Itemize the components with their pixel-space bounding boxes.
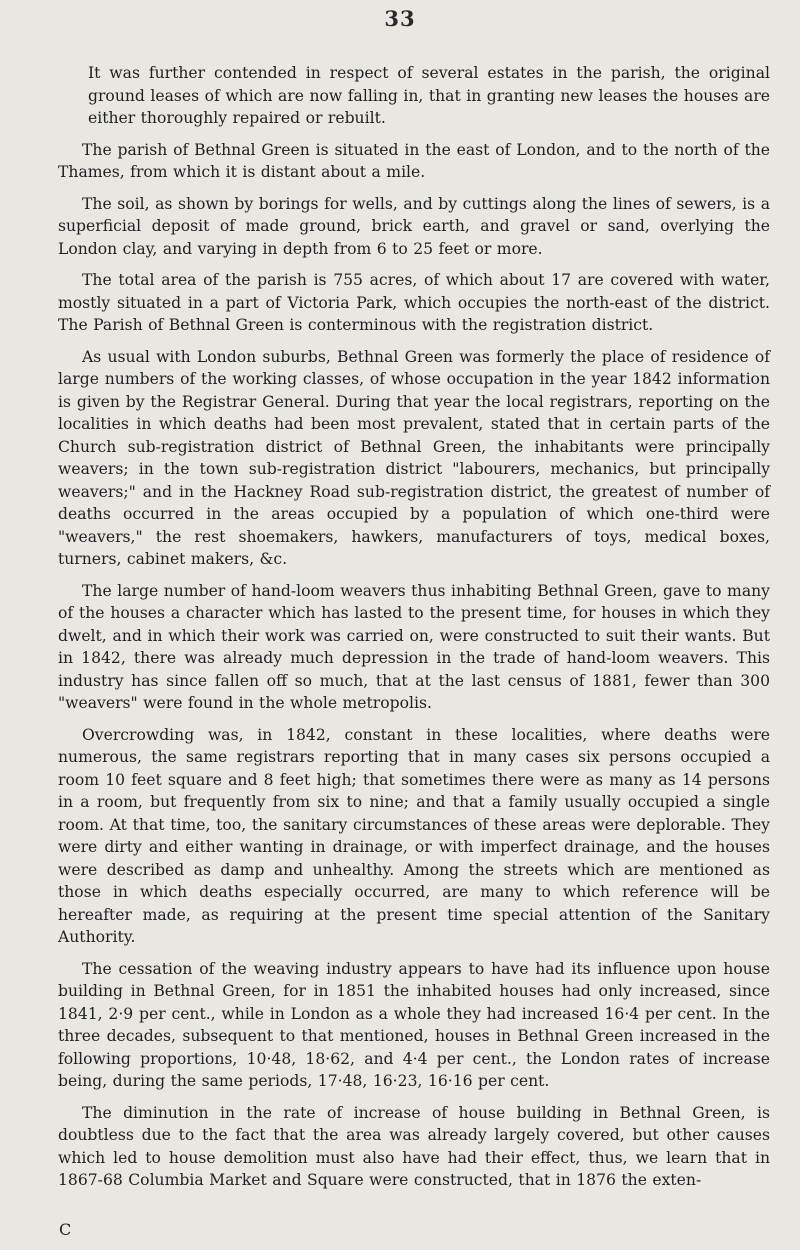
body-text [58, 62, 770, 1201]
paragraph-area: The total area of the parish is 755 acres, of which about 17 are covered with water, mostly situated in a part of Victoria Park, which occupies the north-east of the district. The Parish of Bethnal Green is conterminous with the registration district. [58, 271, 770, 334]
paragraph-weavers: The large number of hand-loom weavers thus inhabiting Bethnal Green, gave to many of the houses a character which has lasted to the present time, for houses in which they dwelt, and in which their work was carried on, were constructed to suit their wants. But in 1842, there was already much depression in the trade of hand-loom weavers. This industry has since fallen off so much, that at the last census of 1881, fewer than 300 "weavers" were found in the whole metropolis. [58, 581, 770, 712]
paragraph-diminution: The diminution in the rate of increase of house building in Bethnal Green, is doubtless due to the fact that the area was already largely covered, but other causes which led to house demolition must also have had their effect, thus, we learn that in 1867-68 Columbia Market and Square were constructed, that in 1876 the exten- [58, 1103, 770, 1189]
paragraph-location: The parish of Bethnal Green is situated in the east of London, and to the north of the Thames, from which it is distant about a mile. [58, 140, 770, 181]
paragraph-overcrowding: Overcrowding was, in 1842, constant in these localities, where deaths were numerous, the same registrars reporting that in many cases six persons occupied a room 10 feet square and 8 feet high; that sometimes there were as many as 14 persons in a room, but frequently from six to nine; and that a family usually occupied a single room. At that time, too, the sanitary circumstances of these areas were deplorable. They were dirty and either wanting in drainage, or with imperfect drainage, and the houses were described as damp and unhealthy. Among the streets which are mentioned as those in which deaths especially occurred, are many to which reference will be hereafter made, as requiring at the present time special attention of the Sanitary Authority. [58, 725, 770, 946]
paragraph-occupations: As usual with London suburbs, Bethnal Green was formerly the place of residence of large numbers of the working classes, of whose occupation in the year 1842 information is given by the Registrar General. During that year the local registrars, reporting on the localities in which deaths had been most prevalent, stated that in certain parts of the Church sub-registration district of Bethnal Green, the inhabitants were principally weavers; in the town sub-registration district "labourers, mechanics, but principally weavers;" and in the Hackney Road sub-registration district, the greatest of number of deaths occurred in the areas occupied by a population of which one-third were "weavers," the rest shoemakers, hawkers, manufacturers of toys, medical boxes, turners, cabinet makers, &c. [58, 347, 770, 568]
signature-mark: C [59, 1220, 72, 1239]
paragraph-house-building: The cessation of the weaving industry appears to have had its influence upon house building in Bethnal Green, for in 1851 the inhabited houses had only increased, since 1841, 2·9 per cent., while in London as a whole they had increased 16·4 per cent. In the three decades, subsequent to that mentioned, houses in Bethnal Green increased in the following proportions, 10·48, 18·62, and 4·4 per cent., the London rates of increase being, during the same periods, 17·48, 16·23, 16·16 per cent. [58, 959, 770, 1090]
paragraph-leases: It was further contended in respect of several estates in the parish, the original ground leases of which are now falling in, that in granting new leases the houses are either thoroughly repaired or rebuilt. [88, 64, 770, 127]
page-number: 33 [384, 6, 416, 31]
paragraph-soil: The soil, as shown by borings for wells, and by cuttings along the lines of sewers, is a superficial deposit of made ground, brick earth, and gravel or sand, overlying the London clay, and varying in depth from 6 to 25 feet or more. [58, 194, 770, 258]
